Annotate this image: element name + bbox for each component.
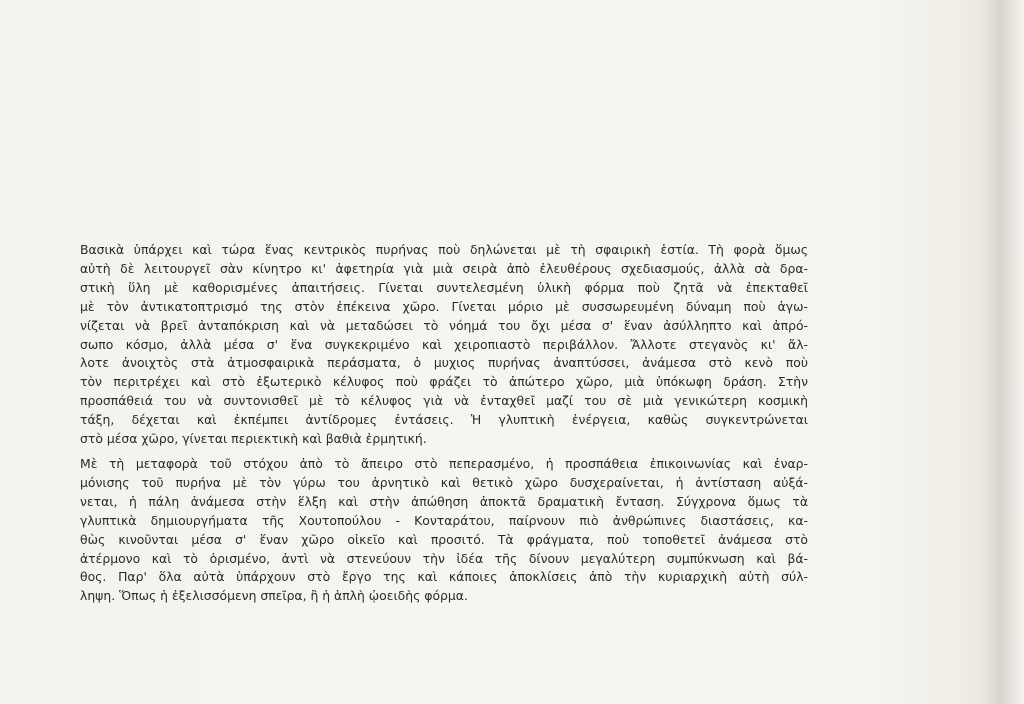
text-line: θος. Παρ' ὅλα αὐτὰ ὑπάρχουν στὸ ἔργο της καὶ κάποιες ἀποκλίσεις ἀπὸ τὴν κυριαρχικὴ αὐτὴ σύλ- — [80, 569, 808, 585]
text-line: προσπάθειά του νὰ συντονισθεῖ μὲ τὸ κέλυφος γιὰ νὰ ἐνταχθεῖ μαζί του σὲ μιὰ γενικώτερη κοσμικὴ — [80, 393, 808, 409]
text-line: Βασικὰ ὑπάρχει καὶ τώρα ἕνας κεντρικὸς πυρήνας ποὺ δηλώνεται μὲ τὴ σφαιρικὴ ἑστία. Τὴ φορὰ ὅμως — [80, 242, 808, 257]
text-line: σωπο κόσμο, ἀλλὰ μέσα σ' ἕνα συγκεκριμένο καὶ χειροπιαστὸ περιβάλλον. Ἄλλοτε στεγανὸς κι' ἄλ- — [80, 336, 808, 352]
binding-shadow — [986, 0, 1024, 704]
text-line: στὸ μέσα χῶρο, γίνεται περιεκτικὴ καὶ βαθιὰ ἐρμητική. — [80, 431, 427, 447]
text-line: θὼς κινοῦνται μέσα σ' ἕναν χῶρο οἰκεῖο καὶ προσιτό. Τὰ φράγματα, ποὺ τοποθετεῖ ἀνάμεσα στὸ — [80, 531, 808, 547]
paragraph-1 — [80, 241, 808, 449]
text-line: νίζεται νὰ βρεῖ ἀνταπόκριση καὶ νὰ μεταδώσει τὸ νόημά του ὄχι μέσα σ' ἕναν ἀσύλληπτο καὶ ἀπρό- — [80, 317, 808, 333]
text-line: τὸν περιτρέχει καὶ στὸ ἐξωτερικὸ κέλυφος ποὺ φράζει τὸ ἀπώτερο χῶρο, μιὰ ὑπόκωφη δράση. Στὴν — [80, 374, 808, 390]
body-text — [80, 241, 808, 606]
text-line: λοτε ἀνοιχτὸς στὰ ἀτμοσφαιρικὰ περάσματα, ὁ μυχιος πυρήνας ἀναπτύσσει, ἀνάμεσα στὸ κενὸ ποὺ — [80, 355, 808, 371]
text-line: γλυπτικὰ δημιουργήματα τῆς Χουτοπούλου - Κονταράτου, παίρνουν πιὸ ἀνθρώπινες διαστάσεις, κα- — [80, 512, 808, 528]
text-line: μὲ τὸν ἀντικατοπτρισμό της στὸν ἐπέκεινα χῶρο. Γίνεται μόριο μὲ συσσωρευμένη δύναμη ποὺ ἀγω- — [80, 298, 808, 314]
text-line: Μὲ τὴ μεταφορὰ τοῦ στόχου ἀπὸ τὸ ἄπειρο στὸ πεπερασμένο, ἡ προσπάθεια ἐπικοινωνίας καὶ ἐναρ- — [80, 455, 808, 471]
text-line: μόνισης τοῦ πυρήνα μὲ τὸν γύρω του ἀρνητικὸ καὶ θετικὸ χῶρο δυσχεραίνεται, ἡ ἀντίσταση αὐξά- — [80, 474, 808, 490]
text-line: ληψη. Ὅπως ἡ ἐξελισσόμενη σπεῖρα, ἢ ἡ ἁπλὴ ᾠοειδὴς φόρμα. — [80, 588, 468, 604]
text-line: ἀτέρμονο καὶ τὸ ὁρισμένο, ἀντὶ νὰ στενεύουν τὴν ἰδέα τῆς δίνουν μεγαλύτερη συμπύκνωση καὶ βά- — [80, 550, 808, 566]
paragraph-2 — [80, 455, 808, 606]
text-line: στικὴ ὕλη μὲ καθορισμένες ἀπαιτήσεις. Γίνεται συντελεσμένη ὑλικὴ φόρμα ποὺ ζητᾶ νὰ ἐπεκταθεῖ — [80, 279, 808, 295]
text-line: τάξη, δέχεται καὶ ἐκπέμπει ἀντίδρομες ἐντάσεις. Ἡ γλυπτικὴ ἐνέργεια, καθὼς συγκεντρώνεται — [80, 412, 808, 428]
text-line: αὐτὴ δὲ λειτουργεῖ σὰν κίνητρο κι' ἀφετηρία γιὰ μιὰ σειρὰ ἀπὸ ἐλευθέρους σχεδιασμούς, ἀλλὰ σὰ δρα- — [80, 260, 808, 276]
text-line: νεται, ἡ πάλη ἀνάμεσα στὴν ἕλξη καὶ στὴν ἀπώθηση ἀποκτᾶ δραματικὴ ἔνταση. Σύγχρονα ὅμως τὰ — [80, 493, 808, 509]
